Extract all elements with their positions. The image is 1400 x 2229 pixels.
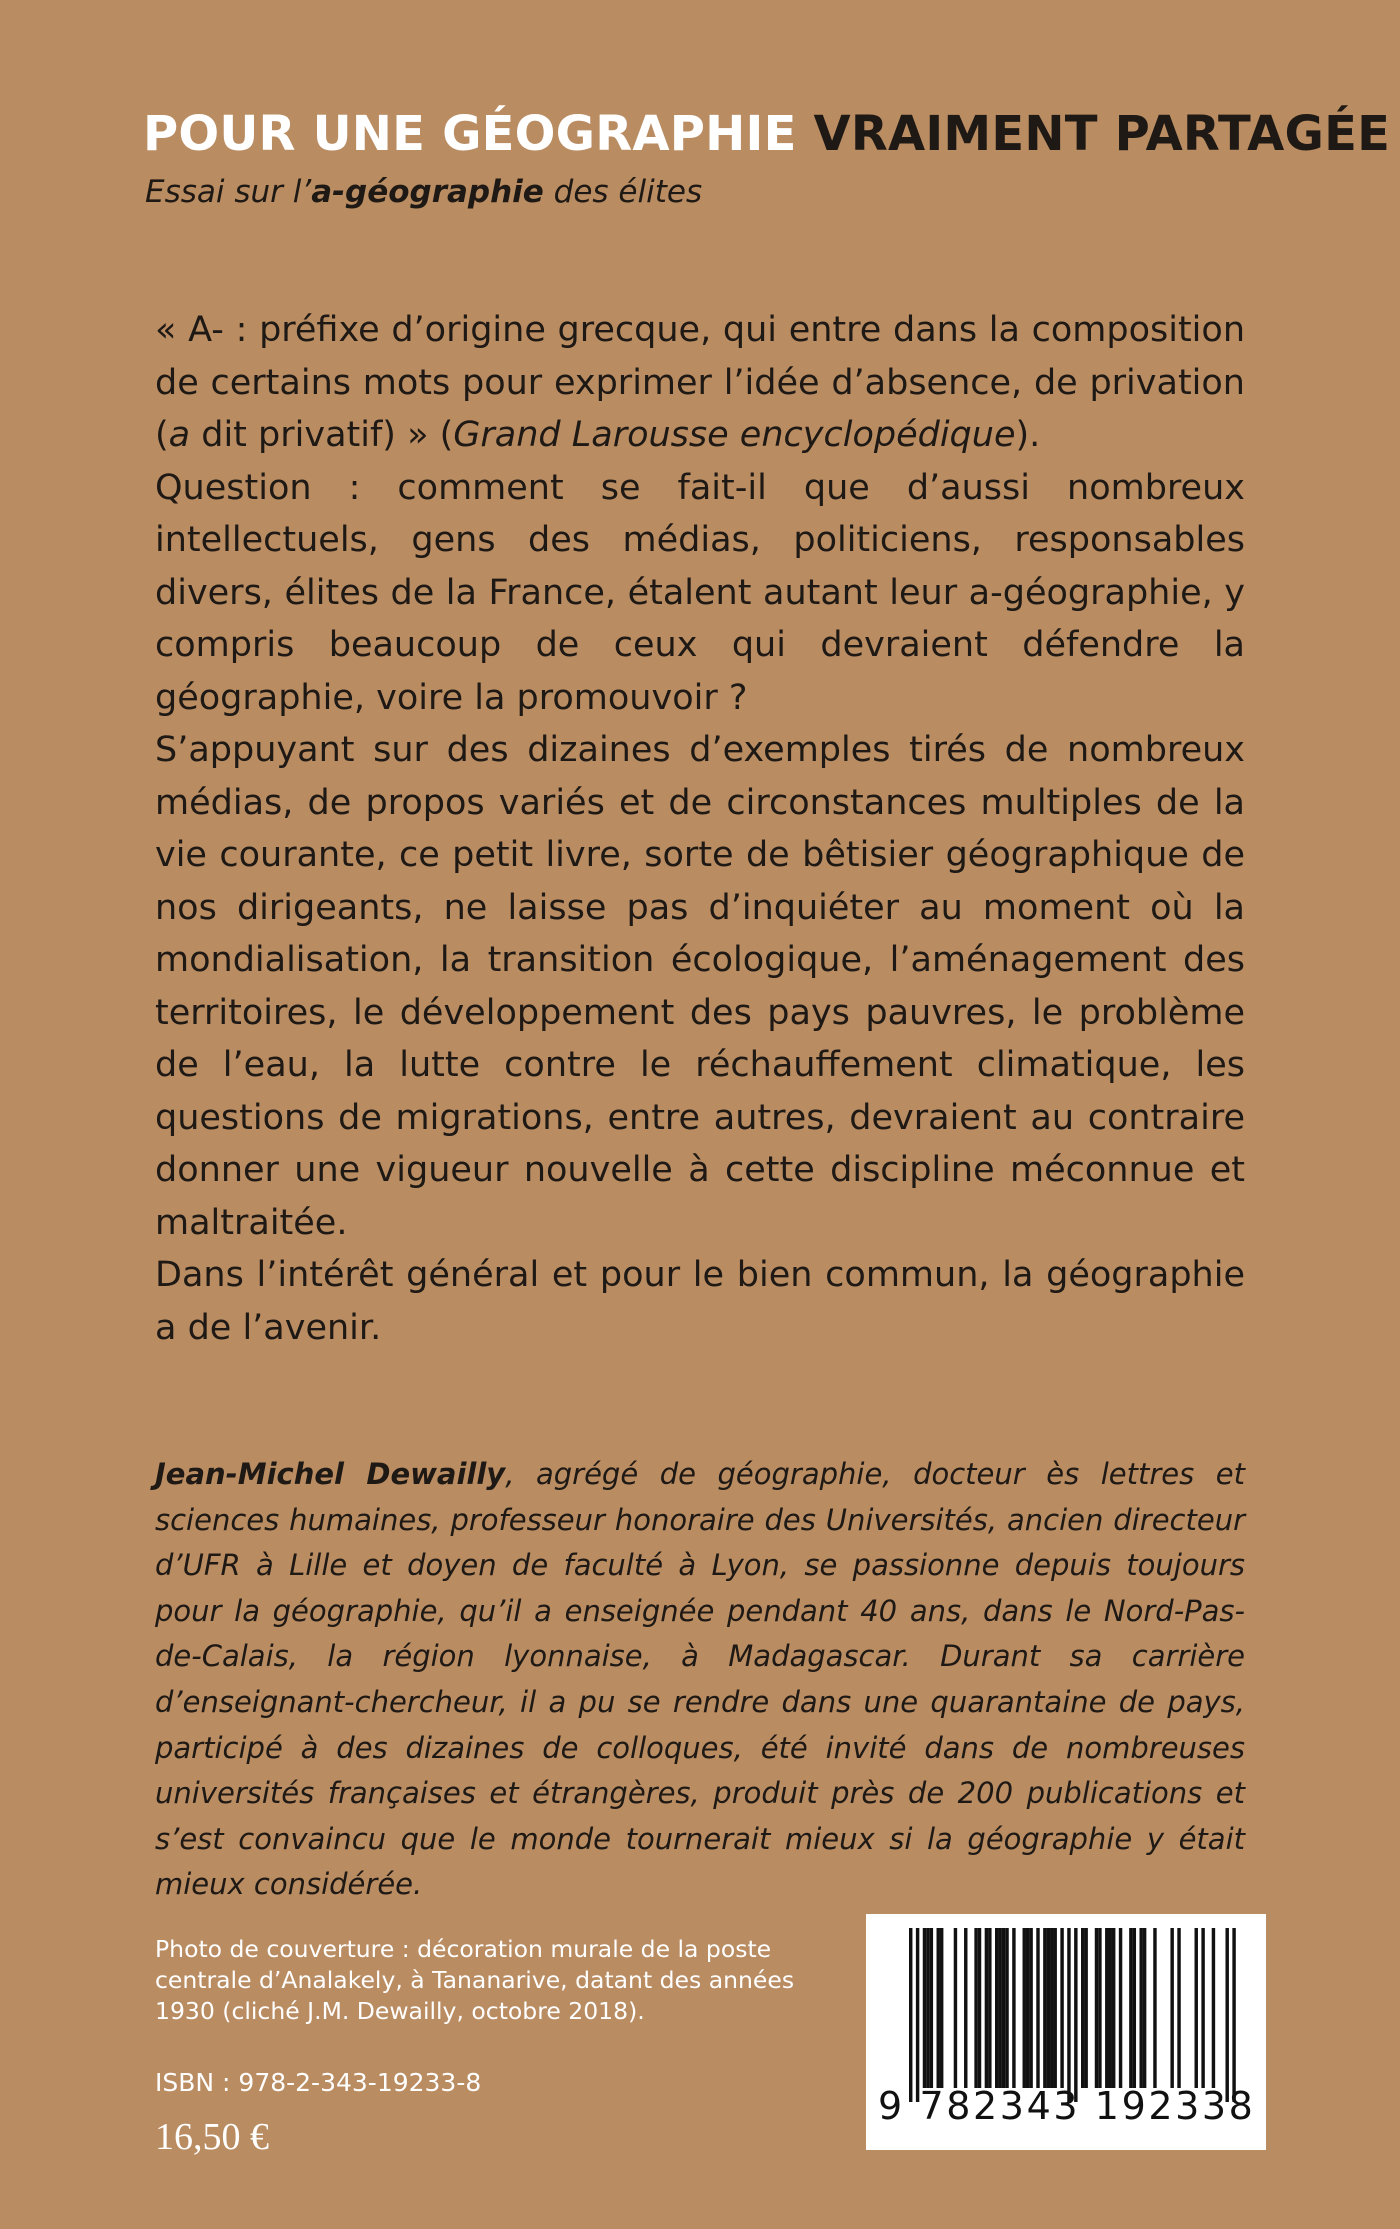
subtitle-prefix: Essai sur l’ <box>145 174 312 210</box>
barcode-bar <box>1084 1928 1087 2088</box>
barcode-bar <box>1029 1928 1032 2088</box>
definition-source: Grand Larousse encyclopédique <box>453 415 1016 455</box>
barcode-bar <box>1081 1928 1084 2088</box>
subtitle-emphasis: a-géographie <box>311 174 544 210</box>
book-subtitle <box>145 170 702 214</box>
barcode-bar <box>930 1928 933 2088</box>
barcode-bar <box>916 1928 919 2102</box>
author-bio <box>155 1452 1245 1908</box>
barcode-bar <box>1129 1928 1132 2088</box>
barcode-bar <box>1005 1928 1008 2088</box>
barcode-bar <box>1177 1928 1180 2088</box>
title-part-dark: VRAIMENT PARTAGÉE <box>813 106 1391 162</box>
barcode-bar <box>1139 1928 1142 2088</box>
barcode-bar <box>940 1928 943 2088</box>
summary-paragraph-question: Question : comment se fait-il que d’aussi nombreux intellectuels, gens des médias, politiciens, responsables divers, élites de la France, étalent autant leur a-géographie, y compris beaucoup de ceux qui devraient défendre la géographie, voire la promouvoir ? <box>155 467 1245 718</box>
barcode-bar <box>1050 1928 1053 2088</box>
barcode-bar <box>1105 1928 1108 2088</box>
barcode-bar <box>1012 1928 1015 2088</box>
barcode-bar <box>1026 1928 1029 2088</box>
author-bio-text: , agrégé de géographie, docteur ès lettres et sciences humaines, professeur honoraire des Universités, ancien directeur d’UFR à Lille et doyen de faculté à Lyon, se passionne depuis toujours pour la géographie, qu’il a enseignée pendant 40 ans, dans le Nord-Pas-de-Calais, la région lyonnaise, à Madagascar. Durant sa carrière d’enseignant-chercheur, il a pu se rendre dans une quarantaine de pays, participé à des dizaines de colloques, été invité dans de nombreuses universités françaises et étrangères, produit près de 200 publications et s’est convaincu que le monde tournerait mieux si la géographie y était mieux considérée. <box>155 1457 1245 1902</box>
barcode-bar <box>1053 1928 1056 2088</box>
barcode-bar <box>1143 1928 1146 2088</box>
definition-text: « A- : préfixe d’origine grecque, qui entre dans la composition de certains mots pour exprimer l’idée d’absence, de privation ( <box>155 310 1245 455</box>
definition-text-2: dit privatif) » ( <box>190 415 454 455</box>
isbn: ISBN : 978-2-343-19233-8 <box>155 2068 482 2097</box>
barcode-bar <box>1119 1928 1122 2088</box>
barcode-bar <box>988 1928 991 2088</box>
summary-paragraph-conclusion: Dans l’intérêt général et pour le bien commun, la géographie a de l’avenir. <box>155 1255 1245 1348</box>
barcode-bar <box>1195 1928 1198 2088</box>
barcode-bar <box>1153 1928 1156 2088</box>
barcode-bar <box>954 1928 957 2088</box>
barcode-bar <box>937 1928 940 2088</box>
barcode-bar <box>995 1928 998 2088</box>
barcode-bar <box>1043 1928 1046 2088</box>
barcode-bar <box>1109 1928 1112 2088</box>
summary-paragraph-definition <box>155 304 1245 462</box>
price: 16,50 € <box>155 2116 269 2158</box>
barcode-bar <box>1036 1928 1039 2088</box>
barcode-bar <box>1170 1928 1173 2088</box>
barcode-bar <box>1067 1928 1070 2102</box>
title-part-light: POUR UNE GÉOGRAPHIE <box>143 106 797 162</box>
barcode <box>866 1914 1266 2150</box>
subtitle-suffix: des élites <box>543 174 703 210</box>
barcode-bar <box>1074 1928 1077 2102</box>
barcode-bar <box>909 1928 912 2102</box>
photo-credit: Photo de couverture : décoration murale de la poste centrale d’Analakely, à Tananarive, datant des années 1930 (cliché J.M. Dewailly, octobre 2018). <box>155 1935 795 2025</box>
barcode-bar <box>1133 1928 1136 2088</box>
definition-text-3: ). <box>1015 415 1041 455</box>
barcode-bar <box>1023 1928 1026 2088</box>
author-name: Jean-Michel Dewailly <box>155 1457 506 1491</box>
book-title <box>143 100 1391 168</box>
barcode-bar <box>1212 1928 1215 2088</box>
barcode-bar <box>1002 1928 1005 2088</box>
barcode-digits: 9 782343 192338 <box>878 2084 1256 2128</box>
barcode-bar <box>926 1928 929 2088</box>
barcode-bar <box>998 1928 1001 2088</box>
barcode-bar <box>1112 1928 1115 2088</box>
barcode-bar <box>1060 1928 1063 2088</box>
barcode-bar <box>1201 1928 1204 2088</box>
barcode-bar <box>985 1928 988 2088</box>
barcode-bar <box>978 1928 981 2088</box>
barcode-bar <box>974 1928 977 2088</box>
summary-paragraph-description: S’appuyant sur des dizaines d’exemples tirés de nombreux médias, de propos variés et de circonstances multiples de la vie courante, ce petit livre, sorte de bêtisier géographique de nos dirigeants, ne laisse pas d’inquiéter au moment où la mondialisation, la transition écologique, l’aménagement des territoires, le développement des pays pauvres, le problème de l’eau, la lutte contre le réchauffement climatique, les questions de migrations, entre autres, devraient au contraire donner une vigueur nouvelle à cette discipline méconnue et maltraitée. <box>155 730 1245 1243</box>
barcode-bar <box>923 1928 926 2088</box>
definition-italic-a: a <box>168 415 191 455</box>
barcode-bar <box>1095 1928 1098 2088</box>
barcode-bar <box>1225 1928 1228 2102</box>
barcode-bar <box>1047 1928 1050 2088</box>
barcode-bar <box>964 1928 967 2088</box>
barcode-bar <box>1232 1928 1235 2102</box>
summary-text <box>155 304 1245 1354</box>
barcode-bar <box>1098 1928 1101 2088</box>
